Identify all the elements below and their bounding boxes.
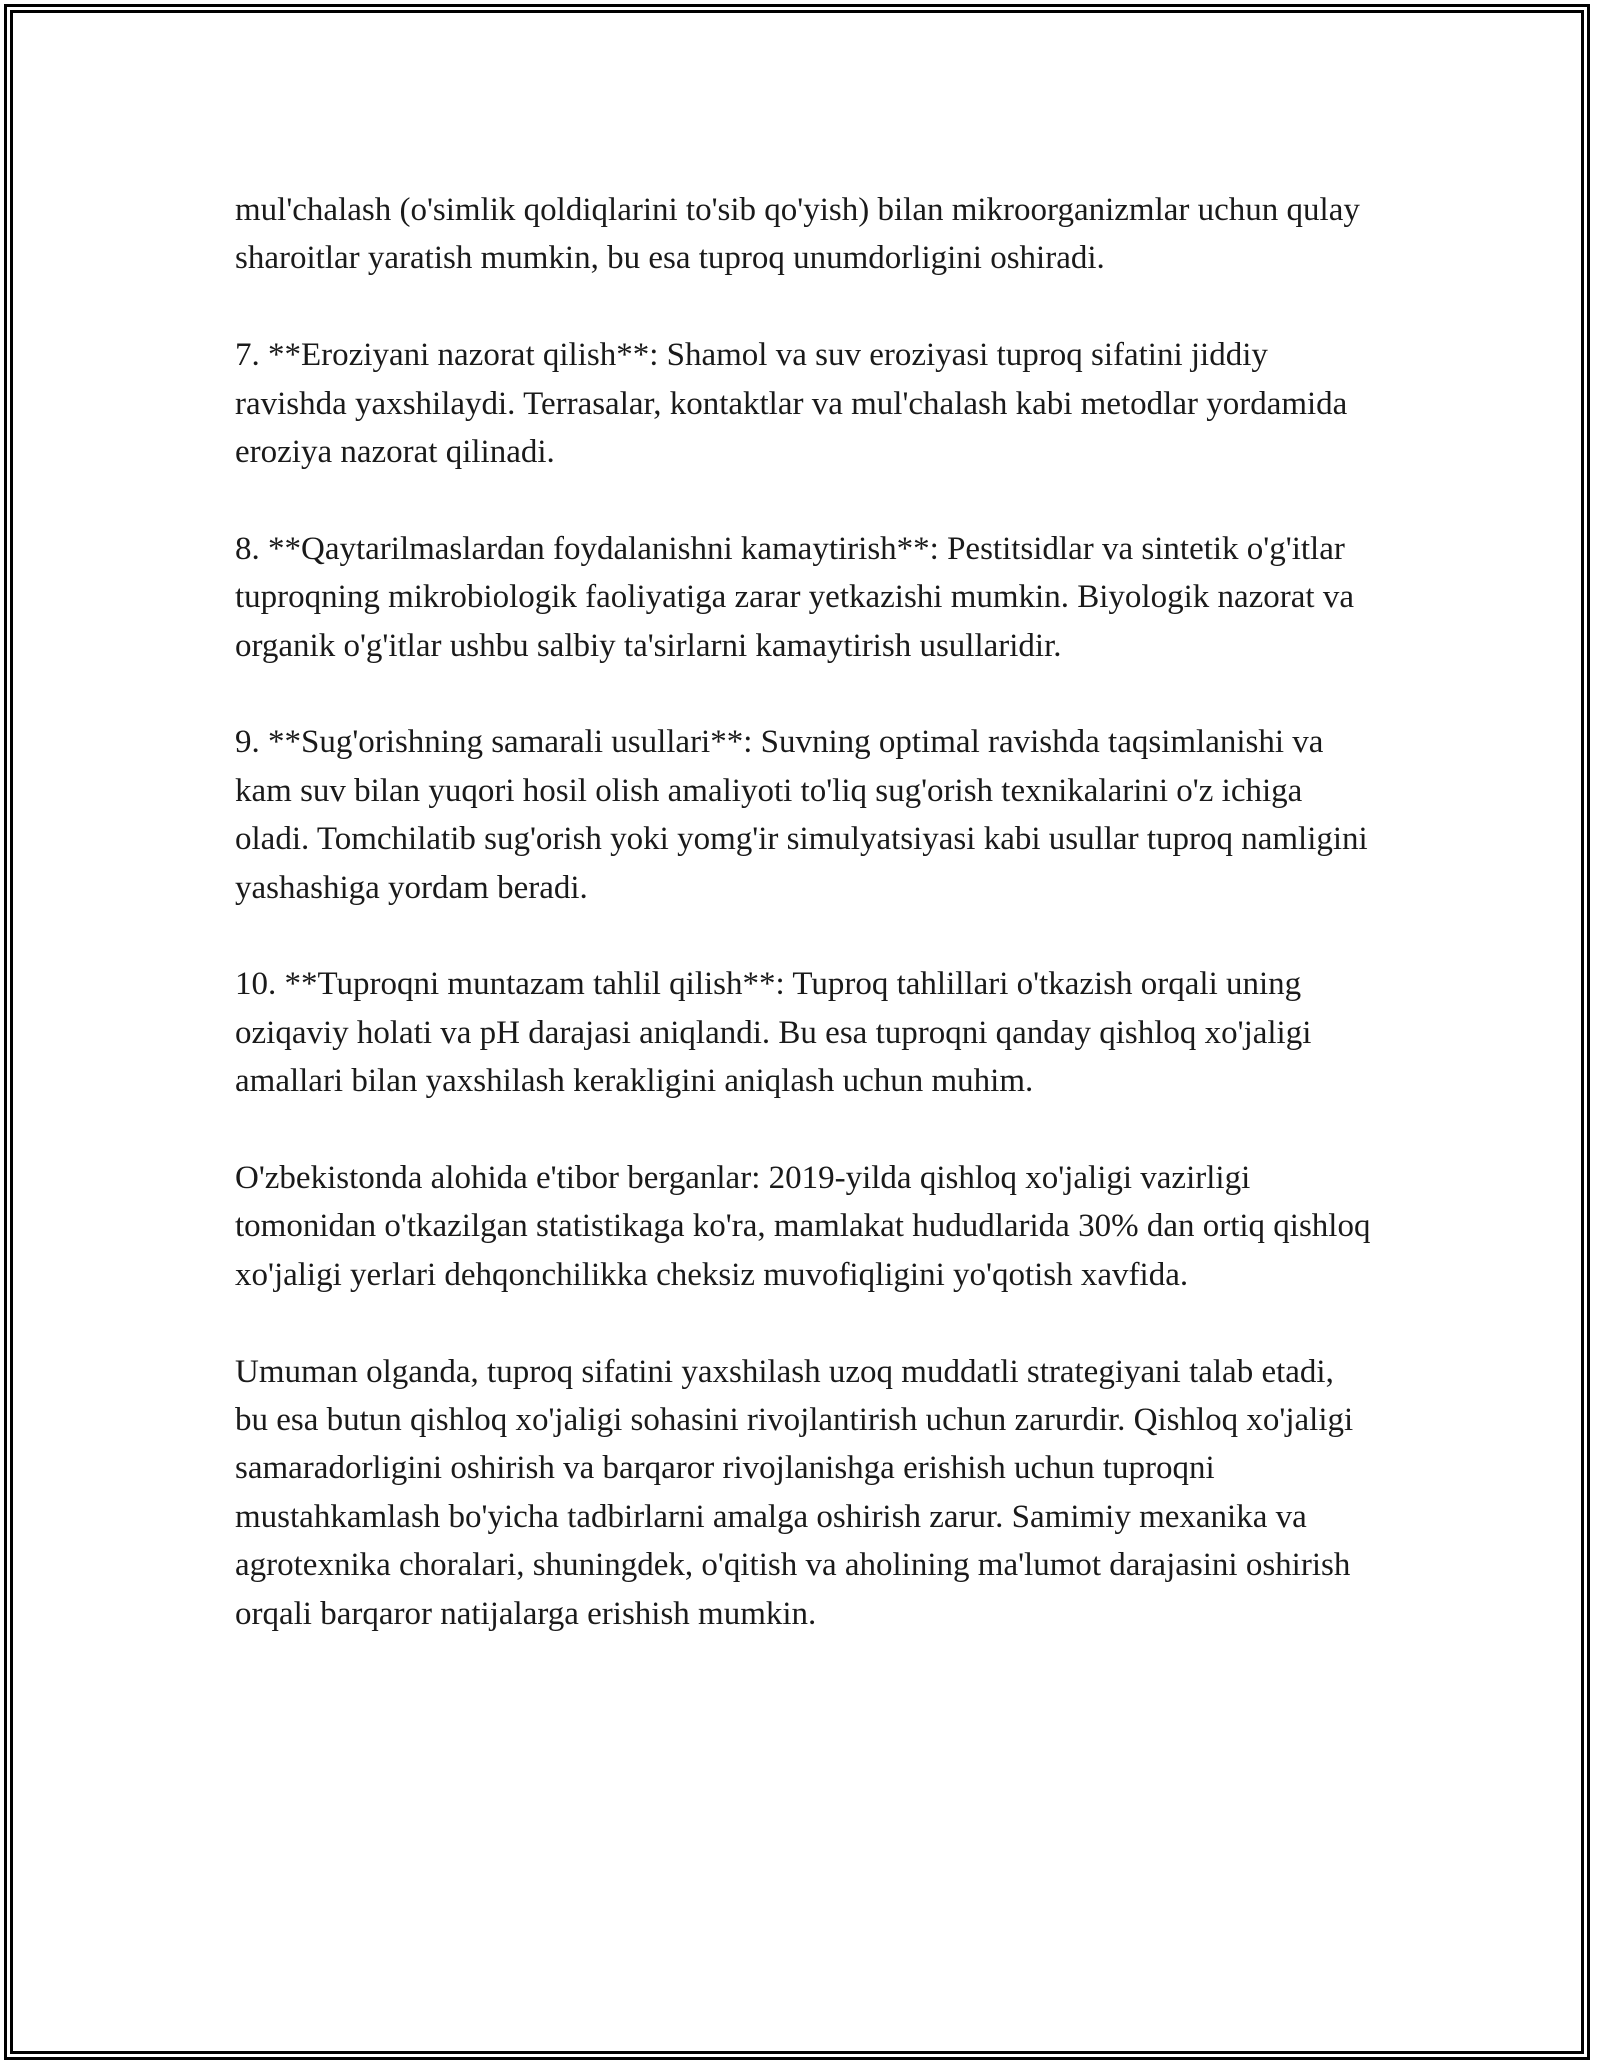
paragraph-item-9-irrigation: 9. **Sug'orishning samarali usullari**: Suvning optimal ravishda taqsimlanishi va kam suv bilan yuqori hosil olish amaliyoti to'liq sug'orish texnikalarini o'z ichiga oladi. Tomchilatib sug'orish yoki yomg'ir simulyatsiyasi kabi usullar tuproq namligini yashashiga yordam beradi. bbox=[235, 724, 1368, 906]
paragraph-item-10-soil-analysis: 10. **Tuproqni muntazam tahlil qilish**: Tuproq tahlillari o'tkazish orqali uning oziqaviy holati va pH darajasi aniqlandi. Bu esa tuproqni qanday qishloq xo'jaligi amallari bilan yaxshilash kerakligini aniqlash uchun muhim. bbox=[235, 966, 1312, 1100]
paragraph-conclusion: Umuman olganda, tuproq sifatini yaxshilash uzoq muddatli strategiyani talab etadi, bu esa butun qishloq xo'jaligi sohasini rivojlantirish uchun zarurdir. Qishloq xo'jaligi samaradorligini oshirish va barqaror rivojlanishga erishish uchun tuproqni mustahkamlash bo'yicha tadbirlarni amalga oshirish zarur. Samimiy mexanika va agrotexnika choralari, shuningdek, o'qitish va aholining ma'lumot darajasini oshirish orqali barqaror natijalarga erishish mumkin. bbox=[235, 1353, 1354, 1632]
paragraph-item-7-erosion-control: 7. **Eroziyani nazorat qilish**: Shamol va suv eroziyasi tuproq sifatini jiddiy ravishda yaxshilaydi. Terrasalar, kontaktlar va mul'chalash kabi metodlar yordamida eroziya nazorat qilinadi. bbox=[235, 337, 1348, 471]
paragraph-item-8-reduce-chemicals: 8. **Qaytarilmaslardan foydalanishni kamaytirish**: Pestitsidlar va sintetik o'g'itlar tuproqning mikrobiologik faoliyatiga zarar yetkazishi mumkin. Biyologik nazorat va organik o'g'itlar ushbu salbiy ta'sirlarni kamaytirish usullaridir. bbox=[235, 530, 1354, 664]
paragraph-mulching-continuation: mul'chalash (o'simlik qoldiqlarini to'sib qo'yish) bilan mikroorganizmlar uchun qulay sharoitlar yaratish mumkin, bu esa tuproq unumdorligini oshiradi. bbox=[235, 192, 1360, 277]
paragraph-uzbekistan-statistics: O'zbekistonda alohida e'tibor berganlar: 2019-yilda qishloq xo'jaligi vazirligi tomonidan o'tkazilgan statistikaga ko'ra, mamlakat hududlarida 30% dan ortiq qishloq xo'jaligi yerlari dehqonchilikka cheksiz muvofiqligini yo'qotish xavfida. bbox=[235, 1160, 1371, 1293]
document-body bbox=[235, 186, 1375, 1686]
